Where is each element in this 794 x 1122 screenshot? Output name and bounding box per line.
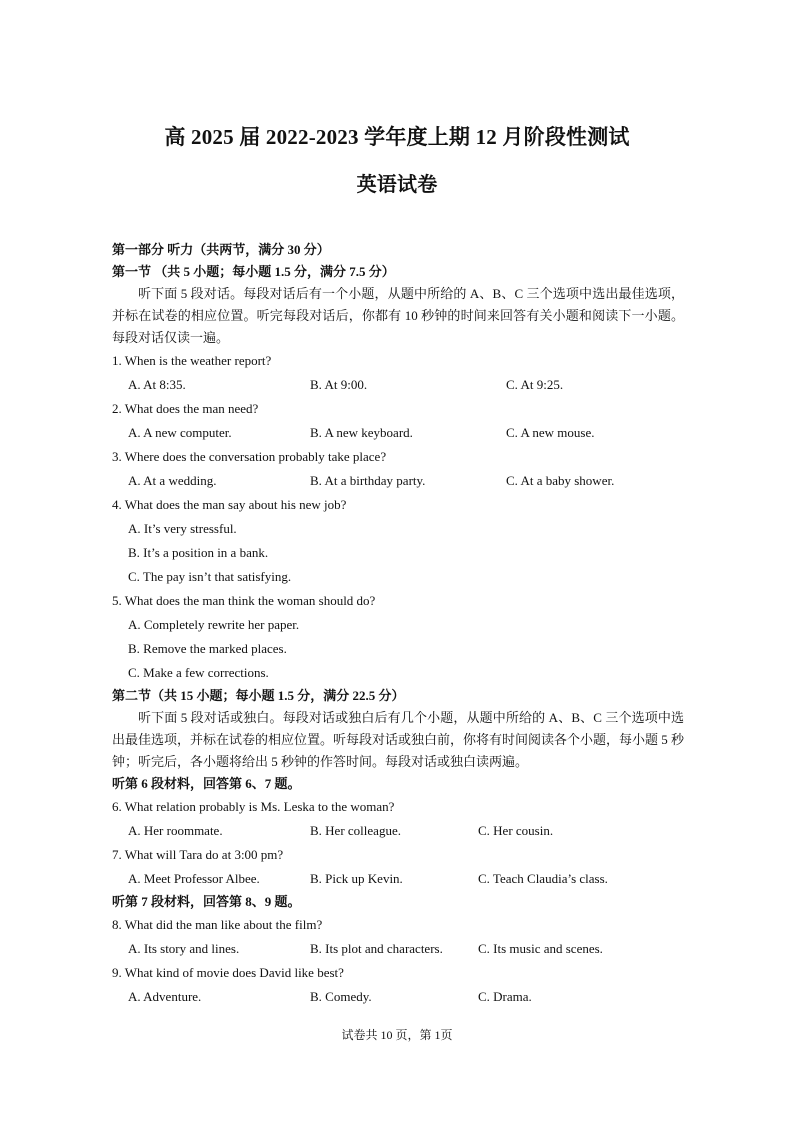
question-3-options bbox=[112, 469, 684, 493]
material-7-heading: 听第 7 段材料，回答第 8、9 题。 bbox=[112, 894, 301, 909]
question-8-option-b: B. Its plot and characters. bbox=[310, 941, 443, 956]
question-6-option-a: A. Her roommate. bbox=[128, 823, 223, 838]
question-1-stem: 1. When is the weather report? bbox=[112, 353, 272, 368]
exam-subtitle: 英语试卷 bbox=[356, 174, 438, 196]
question-9-option-b: B. Comedy. bbox=[310, 989, 372, 1004]
question-4-option-b: B. It’s a position in a bank. bbox=[128, 545, 269, 560]
exam-title: 高 2025 届 2022-2023 学年度上期 12 月阶段性测试 bbox=[164, 125, 630, 149]
question-4-stem: 4. What does the man say about his new job? bbox=[112, 497, 347, 512]
question-9-option-a: A. Adventure. bbox=[128, 989, 202, 1004]
section2-heading: 第二节（共 15 小题；每小题 1.5 分，满分 22.5 分） bbox=[112, 688, 405, 703]
question-2-stem: 2. What does the man need? bbox=[112, 401, 259, 416]
question-6-option-c: C. Her cousin. bbox=[478, 823, 554, 838]
material-6-heading: 听第 6 段材料，回答第 6、7 题。 bbox=[112, 776, 301, 791]
exam-content bbox=[112, 239, 684, 1009]
question-4-option-a: A. It’s very stressful. bbox=[128, 521, 237, 536]
question-2-options bbox=[112, 421, 684, 445]
question-8-option-c: C. Its music and scenes. bbox=[478, 941, 603, 956]
question-3-option-b: B. At a birthday party. bbox=[310, 473, 426, 488]
question-8-stem: 8. What did the man like about the film? bbox=[112, 917, 323, 932]
question-3-option-c: C. At a baby shower. bbox=[506, 473, 615, 488]
question-2-option-c: C. A new mouse. bbox=[506, 425, 595, 440]
question-8-option-a: A. Its story and lines. bbox=[128, 941, 240, 956]
question-5-stem: 5. What does the man think the woman should do? bbox=[112, 593, 376, 608]
page-footer: 试卷共 10 页，第 1页 bbox=[341, 1028, 453, 1042]
part1-heading: 第一部分 听力（共两节，满分 30 分） bbox=[112, 242, 330, 257]
question-3-stem: 3. Where does the conversation probably take place? bbox=[112, 449, 387, 464]
question-2-option-b: B. A new keyboard. bbox=[310, 425, 413, 440]
question-9-options bbox=[112, 985, 684, 1009]
question-7-stem: 7. What will Tara do at 3:00 pm? bbox=[112, 847, 284, 862]
question-9-option-c: C. Drama. bbox=[478, 989, 532, 1004]
question-5-option-b: B. Remove the marked places. bbox=[128, 641, 287, 656]
question-6-stem: 6. What relation probably is Ms. Leska to the woman? bbox=[112, 799, 395, 814]
question-1-option-a: A. At 8:35. bbox=[128, 377, 186, 392]
section1-instructions: 听下面 5 段对话。每段对话后有一个小题，从题中所给的 A、B、C 三个选项中选出最佳选项，并标在试卷的相应位置。听完每段对话后，你都有 10 秒钟的时间来回答有关小题和阅读下一小题。每段对话仅读一遍。 bbox=[112, 286, 684, 345]
question-2-option-a: A. A new computer. bbox=[128, 425, 232, 440]
question-9-stem: 9. What kind of movie does David like best? bbox=[112, 965, 344, 980]
question-6-option-b: B. Her colleague. bbox=[310, 823, 401, 838]
question-1-option-c: C. At 9:25. bbox=[506, 377, 564, 392]
section1-heading: 第一节 （共 5 小题；每小题 1.5 分，满分 7.5 分） bbox=[112, 264, 395, 279]
question-7-options bbox=[112, 867, 684, 891]
question-3-option-a: A. At a wedding. bbox=[128, 473, 217, 488]
question-8-options bbox=[112, 937, 684, 961]
question-5-option-c: C. Make a few corrections. bbox=[128, 665, 269, 680]
question-7-option-b: B. Pick up Kevin. bbox=[310, 871, 403, 886]
question-1-option-b: B. At 9:00. bbox=[310, 377, 368, 392]
question-4-option-c: C. The pay isn’t that satisfying. bbox=[128, 569, 292, 584]
question-7-option-c: C. Teach Claudia’s class. bbox=[478, 871, 608, 886]
question-7-option-a: A. Meet Professor Albee. bbox=[128, 871, 260, 886]
question-6-options bbox=[112, 819, 684, 843]
question-1-options bbox=[112, 373, 684, 397]
question-5-option-a: A. Completely rewrite her paper. bbox=[128, 617, 300, 632]
section2-instructions: 听下面 5 段对话或独白。每段对话或独白后有几个小题，从题中所给的 A、B、C 三个选项中选出最佳选项，并标在试卷的相应位置。听每段对话或独白前，你将有时间阅读各个小题，每小题 5 秒钟；听完后，各小题将给出 5 秒钟的作答时间。每段对话或独白读两遍。 bbox=[112, 710, 685, 769]
